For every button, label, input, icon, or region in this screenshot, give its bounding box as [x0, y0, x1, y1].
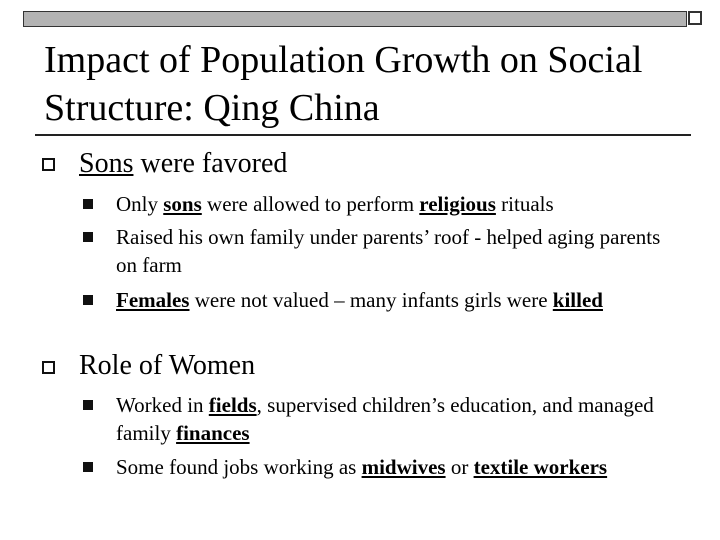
- text: Raised his own family under parents’ roof - helped aging parents on farm: [116, 225, 661, 277]
- keyword-killed: killed: [552, 288, 603, 312]
- sub-bullet-females-not-valued: [116, 286, 676, 314]
- text: were not valued – many infants girls were: [189, 288, 553, 312]
- keyword-midwives: midwives: [361, 455, 446, 479]
- sub-bullet-midwives-textile: [116, 453, 656, 481]
- sub-bullet-raised-family: [116, 223, 661, 279]
- keyword-religious: religious: [419, 192, 496, 216]
- bullet-box-icon: [42, 158, 55, 171]
- keyword-females: Females: [116, 288, 190, 312]
- header-bar: [23, 11, 687, 27]
- sub-bullet-religious-rituals: [116, 190, 691, 218]
- sub-bullet-square-icon: [83, 400, 93, 410]
- title-line-2: Structure: Qing China: [44, 87, 380, 129]
- bullet-text: were favored: [133, 148, 288, 179]
- text: , supervised children’s education, and managed family: [116, 393, 654, 445]
- bullet-role-of-women: [79, 350, 255, 382]
- keyword-fields: fields: [208, 393, 257, 417]
- text: rituals: [495, 192, 554, 216]
- sub-bullet-square-icon: [83, 232, 93, 242]
- text: Some found jobs working as: [116, 455, 362, 479]
- text: or: [445, 455, 474, 479]
- text: were allowed to perform: [201, 192, 420, 216]
- title-divider: [35, 134, 691, 136]
- sub-bullet-worked-in-fields: [116, 391, 656, 447]
- sub-bullet-square-icon: [83, 462, 93, 472]
- corner-square-decoration: [688, 11, 702, 25]
- slide-title: [44, 36, 704, 132]
- text: Worked in: [116, 393, 209, 417]
- keyword-sons: sons: [163, 192, 202, 216]
- bullet-keyword-sons: Sons: [79, 148, 134, 179]
- sub-bullet-square-icon: [83, 295, 93, 305]
- sub-bullet-square-icon: [83, 199, 93, 209]
- title-line-1: Impact of Population Growth on Social: [44, 39, 643, 81]
- bullet-sons-favored: [79, 148, 287, 180]
- text: Only: [116, 192, 164, 216]
- keyword-textile-workers: textile workers: [473, 455, 608, 479]
- keyword-finances: finances: [176, 421, 250, 445]
- bullet-text: Role of Women: [79, 350, 256, 381]
- bullet-box-icon: [42, 361, 55, 374]
